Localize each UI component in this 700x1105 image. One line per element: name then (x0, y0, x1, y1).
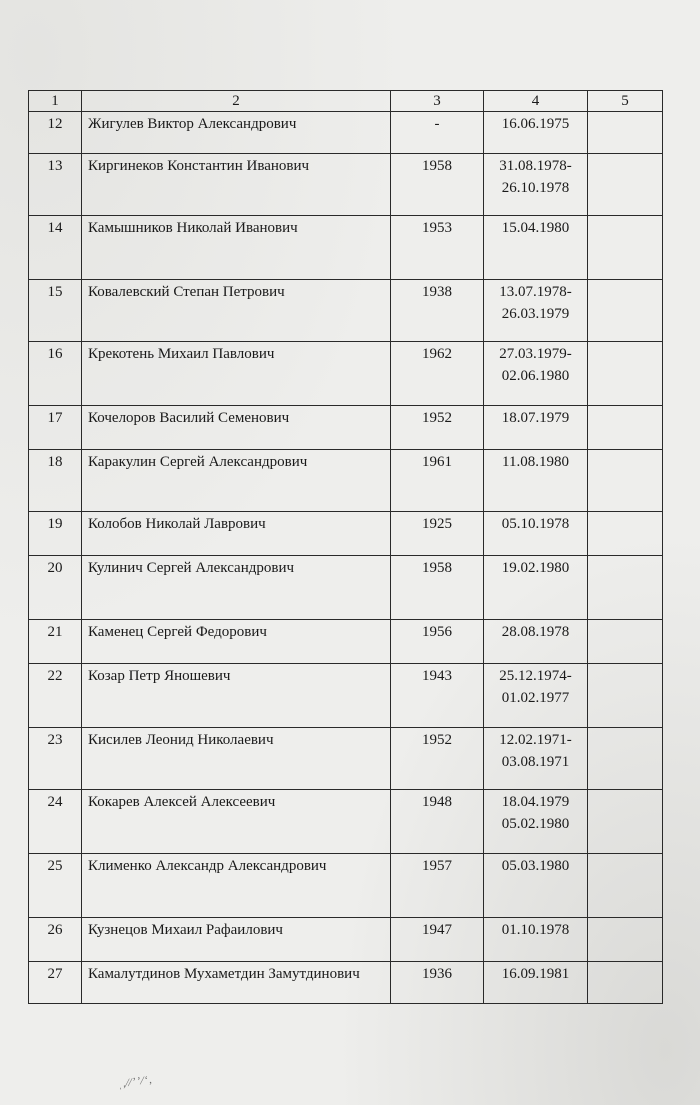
date-value: 02.06.1980 (501, 368, 570, 384)
birth-year: 1962 (391, 342, 484, 406)
column-header-2: 2 (82, 91, 391, 112)
birth-year: 1925 (391, 512, 484, 556)
note-cell (588, 790, 663, 854)
date-value: 16.09.1981 (501, 966, 570, 982)
date-cell (484, 112, 588, 154)
table-row (29, 918, 663, 962)
birth-year: 1947 (391, 918, 484, 962)
date-value: 01.02.1977 (501, 690, 570, 706)
table-row (29, 664, 663, 728)
date-cell (484, 728, 588, 790)
row-number: 25 (29, 854, 82, 918)
table-row (29, 790, 663, 854)
birth-year: 1938 (391, 280, 484, 342)
birth-year: 1958 (391, 154, 484, 216)
table-body (29, 112, 663, 1004)
person-name: Киргинеков Константин Иванович (82, 154, 391, 216)
date-cell (484, 450, 588, 512)
row-number: 19 (29, 512, 82, 556)
column-header-5: 5 (588, 91, 663, 112)
date-value: 13.07.1978- (499, 284, 572, 300)
date-cell (484, 342, 588, 406)
date-value: 01.10.1978 (501, 922, 570, 938)
birth-year: 1948 (391, 790, 484, 854)
table-row (29, 406, 663, 450)
person-name: Кокарев Алексей Алексеевич (82, 790, 391, 854)
birth-year: 1952 (391, 728, 484, 790)
person-name: Крекотень Михаил Павлович (82, 342, 391, 406)
table-row (29, 216, 663, 280)
person-name: Каракулин Сергей Александрович (82, 450, 391, 512)
person-name: Камышников Николай Иванович (82, 216, 391, 280)
person-name: Клименко Александр Александрович (82, 854, 391, 918)
note-cell (588, 216, 663, 280)
note-cell (588, 342, 663, 406)
table-row (29, 620, 663, 664)
table-row (29, 854, 663, 918)
note-cell (588, 664, 663, 728)
row-number: 15 (29, 280, 82, 342)
row-number: 16 (29, 342, 82, 406)
table-row (29, 342, 663, 406)
person-name: Кочелоров Василий Семенович (82, 406, 391, 450)
birth-year: 1936 (391, 962, 484, 1004)
birth-year: 1953 (391, 216, 484, 280)
date-cell (484, 620, 588, 664)
note-cell (588, 112, 663, 154)
person-name: Каменец Сергей Федорович (82, 620, 391, 664)
date-value: 18.07.1979 (501, 410, 570, 426)
note-cell (588, 406, 663, 450)
date-value: 03.08.1971 (501, 754, 570, 770)
row-number: 27 (29, 962, 82, 1004)
birth-year: 1961 (391, 450, 484, 512)
person-name: Колобов Николай Лаврович (82, 512, 391, 556)
row-number: 26 (29, 918, 82, 962)
date-value: 05.03.1980 (501, 858, 570, 874)
handwritten-mark: ˌ,⁄⁄ʼʼ⁄ʻ, (117, 1073, 154, 1091)
table-row (29, 112, 663, 154)
date-value: 15.04.1980 (501, 220, 570, 236)
date-value: 26.03.1979 (501, 306, 570, 322)
date-value: 11.08.1980 (502, 454, 569, 470)
date-cell (484, 962, 588, 1004)
date-value: 05.02.1980 (501, 816, 570, 832)
person-name: Козар Петр Яношевич (82, 664, 391, 728)
table-row (29, 450, 663, 512)
person-name: Ковалевский Степан Петрович (82, 280, 391, 342)
column-header-4: 4 (484, 91, 588, 112)
header-row (29, 91, 663, 112)
note-cell (588, 918, 663, 962)
birth-year: 1956 (391, 620, 484, 664)
table-row (29, 512, 663, 556)
table-row (29, 556, 663, 620)
date-cell (484, 790, 588, 854)
table-header (29, 91, 663, 112)
date-value: 25.12.1974- (499, 668, 572, 684)
person-name: Кисилев Леонид Николаевич (82, 728, 391, 790)
table-row (29, 728, 663, 790)
birth-year: 1958 (391, 556, 484, 620)
person-name: Кулинич Сергей Александрович (82, 556, 391, 620)
note-cell (588, 154, 663, 216)
birth-year: - (391, 112, 484, 154)
date-value: 05.10.1978 (501, 516, 570, 532)
date-cell (484, 854, 588, 918)
date-value: 12.02.1971- (499, 732, 572, 748)
note-cell (588, 512, 663, 556)
row-number: 14 (29, 216, 82, 280)
date-value: 28.08.1978 (501, 624, 570, 640)
row-number: 21 (29, 620, 82, 664)
date-value: 26.10.1978 (501, 180, 570, 196)
note-cell (588, 450, 663, 512)
note-cell (588, 728, 663, 790)
records-table (28, 90, 663, 1004)
note-cell (588, 280, 663, 342)
date-cell (484, 406, 588, 450)
person-name: Жигулев Виктор Александрович (82, 112, 391, 154)
date-cell (484, 556, 588, 620)
birth-year: 1943 (391, 664, 484, 728)
date-value: 16.06.1975 (501, 116, 570, 132)
date-cell (484, 280, 588, 342)
column-header-1: 1 (29, 91, 82, 112)
column-header-3: 3 (391, 91, 484, 112)
person-name: Кузнецов Михаил Рафаилович (82, 918, 391, 962)
person-name: Камалутдинов Мухаметдин Замутдинович (82, 962, 391, 1004)
date-cell (484, 918, 588, 962)
date-value: 31.08.1978- (499, 158, 572, 174)
birth-year: 1957 (391, 854, 484, 918)
date-cell (484, 216, 588, 280)
table-row (29, 154, 663, 216)
table-row (29, 962, 663, 1004)
row-number: 17 (29, 406, 82, 450)
row-number: 24 (29, 790, 82, 854)
row-number: 13 (29, 154, 82, 216)
note-cell (588, 556, 663, 620)
row-number: 20 (29, 556, 82, 620)
table-row (29, 280, 663, 342)
date-value: 19.02.1980 (501, 560, 570, 576)
date-value: 27.03.1979- (499, 346, 572, 362)
note-cell (588, 620, 663, 664)
row-number: 18 (29, 450, 82, 512)
date-cell (484, 512, 588, 556)
row-number: 23 (29, 728, 82, 790)
row-number: 22 (29, 664, 82, 728)
date-value: 18.04.1979 (501, 794, 570, 810)
date-cell (484, 154, 588, 216)
note-cell (588, 854, 663, 918)
note-cell (588, 962, 663, 1004)
row-number: 12 (29, 112, 82, 154)
date-cell (484, 664, 588, 728)
birth-year: 1952 (391, 406, 484, 450)
